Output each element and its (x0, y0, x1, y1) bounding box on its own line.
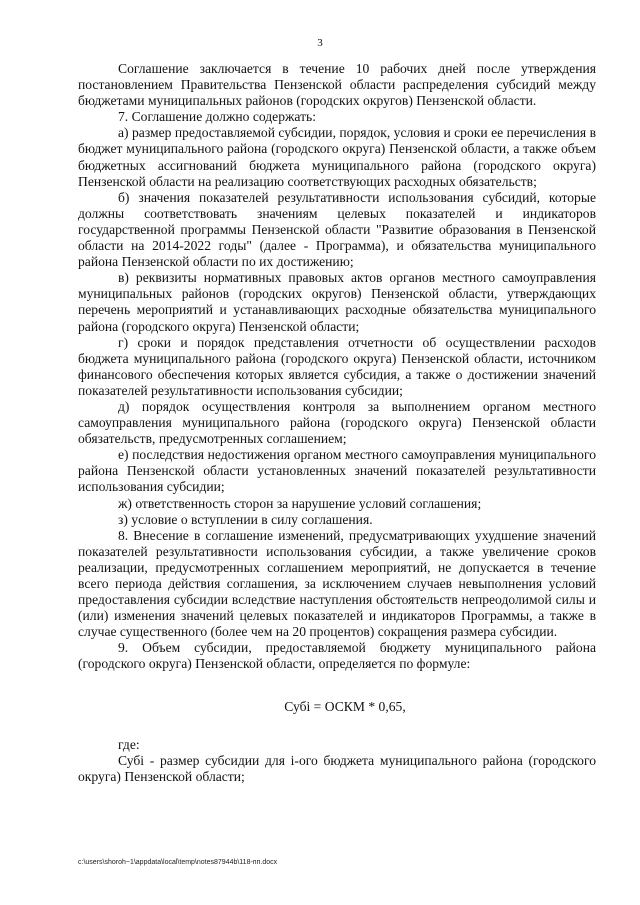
paragraph-7b: б) значения показателей результативности использования субсидий, которые должны соответствовать значениям целевых показателей и индикаторов государственной программы Пензенской области "Развитие образования в Пензенской области на 2014-2022 годы" (далее - Программа), и обязательства муниципального района Пензенской области по их достижению; (78, 189, 596, 270)
paragraph-where: где: (118, 736, 140, 752)
paragraph-7g: г) сроки и порядок представления отчетности об осуществлении расходов бюджета муниципального района (городского округа) Пензенской области, источником финансового обеспечения которых является субсидия, а также о достижении значений показателей результативности использования субсидии; (78, 334, 596, 398)
document-body (78, 61, 596, 785)
paragraph-7e: е) последствия недостижения органом местного самоуправления муниципального района Пензенской области установленных значений показателей результативности использования субсидии; (78, 447, 596, 495)
footer-file-path: c:\users\shoroh~1\appdata\local\temp\notes87944b\118-пп.docx (78, 859, 278, 866)
paragraph-9: 9. Объем субсидии, предоставляемой бюджету муниципального района (городского округа) Пензенской области, определяется по формуле: (78, 640, 596, 672)
subsidy-formula: Субi = ОСКМ * 0,65, (284, 698, 406, 714)
paragraph-7-heading: 7. Соглашение должно содержать: (118, 109, 316, 125)
paragraph-agreement-term: Соглашение заключается в течение 10 рабочих дней после утверждения постановлением Правительства Пензенской области распределения субсидий между бюджетами муниципальных районов (городских округов) Пензенской области. (78, 61, 596, 109)
paragraph-sub-definition: Субi - размер субсидии для i-ого бюджета муниципального района (городского округа) Пензенской области; (78, 752, 596, 784)
page-number: 3 (317, 37, 323, 49)
paragraph-8: 8. Внесение в соглашение изменений, предусматривающих ухудшение значений показателей результативности использования субсидии, а также увеличение сроков реализации, предусмотренных соглашением мероприятий, не допускается в течение всего периода действия соглашения, за исключением случаев невыполнения условий предоставления субсидии вследствие наступления обстоятельств непреодолимой силы и (или) изменения значений целевых показателей и индикаторов Программы, а также в случае существенного (более чем на 20 процентов) сокращения размера субсидии. (78, 527, 596, 640)
paragraph-7v: в) реквизиты нормативных правовых актов органов местного самоуправления муниципальных районов (городских округов) Пензенской области, утверждающих перечень мероприятий и устанавливающих расходные обязательства муниципального района (городского округа) Пензенской области; (78, 270, 596, 334)
paragraph-7zh: ж) ответственность сторон за нарушение условий соглашения; (118, 495, 482, 511)
paragraph-7z: з) условие о вступлении в силу соглашения. (118, 511, 373, 527)
paragraph-7d: д) порядок осуществления контроля за выполнением органом местного самоуправления муниципального района (городского округа) Пензенской области обязательств, предусмотренных соглашением; (78, 398, 596, 447)
paragraph-7a: а) размер предоставляемой субсидии, порядок, условия и сроки ее перечисления в бюджет муниципального района (городского округа) Пензенской области, а также объем бюджетных ассигнований бюджета муниципального района (городского округа) Пензенской области на реализацию соответствующих расходных обязательств; (78, 125, 596, 189)
